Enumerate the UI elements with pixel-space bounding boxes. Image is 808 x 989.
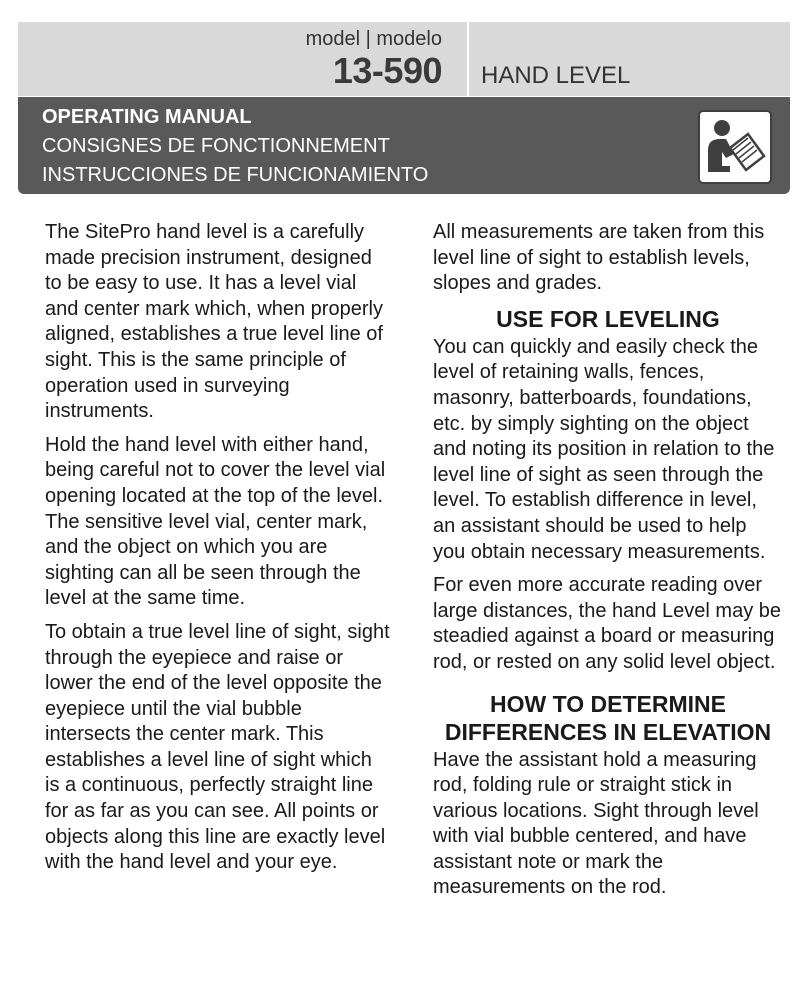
model-number: 13-590 — [332, 50, 442, 91]
elevation-heading-line1: HOW TO DETERMINE — [490, 690, 726, 717]
banner-title-fr: CONSIGNES DE FONCTIONNEMENT — [42, 135, 390, 157]
line-of-sight-paragraph: To obtain a true level line of sight, sight through the eyepiece and raise or lower the end of the level opposite the eyepiece until the vial bubble intersects the center mark. This establishes a level line of sight which is a continuous, perfectly straight line for as far as you can see. All points or objects along this line are exactly level with the hand level and your eye. — [45, 620, 390, 874]
header-divider — [467, 22, 469, 96]
intro-paragraph: The SitePro hand level is a carefully made precision instrument, designed to be easy to use. It has a level vial and center mark which, when properly aligned, establishes a true level line of sight. This is the same principle of operation used in surveying instruments. — [45, 221, 383, 423]
elevation-paragraph: Have the assistant hold a measuring rod, folding rule or straight stick in various locations. Sight through level with vial bubble centered, and have assistant note or mark the measurements on the rod. — [433, 748, 759, 899]
leveling-heading: USE FOR LEVELING — [496, 305, 720, 332]
banner-title-es: INSTRUCCIONES DE FUNCIONAMIENTO — [42, 164, 429, 186]
product-name: HAND LEVEL — [481, 62, 631, 89]
leveling-paragraph: You can quickly and easily check the level of retaining walls, fences, masonry, batterboards, foundations, etc. by simply sighting on the object and noting its position in relation to the level line of sight as seen through the level. To establish difference in level, an assistant should be used to help you obtain necessary measurements. — [433, 335, 775, 563]
model-label: model | modelo — [305, 28, 442, 50]
left-column — [45, 220, 390, 884]
holding-paragraph: Hold the hand level with either hand, being careful not to cover the level vial opening located at the top of the level. The sensitive level vial, center mark, and the object on which you are sighting can all be seen through the level at the same time. — [45, 433, 386, 610]
measurements-paragraph: All measurements are taken from this level line of sight to establish levels, slopes and grades. — [433, 221, 765, 295]
banner-title-en: OPERATING MANUAL — [42, 106, 252, 128]
elevation-heading-line2: DIFFERENCES IN ELEVATION — [444, 718, 772, 745]
elevation-heading — [433, 690, 783, 746]
read-manual-icon — [698, 110, 772, 184]
right-column — [433, 220, 783, 909]
accuracy-paragraph: For even more accurate reading over large distances, the hand Level may be steadied against a board or measuring rod, or rested on any solid level object. — [433, 574, 781, 673]
